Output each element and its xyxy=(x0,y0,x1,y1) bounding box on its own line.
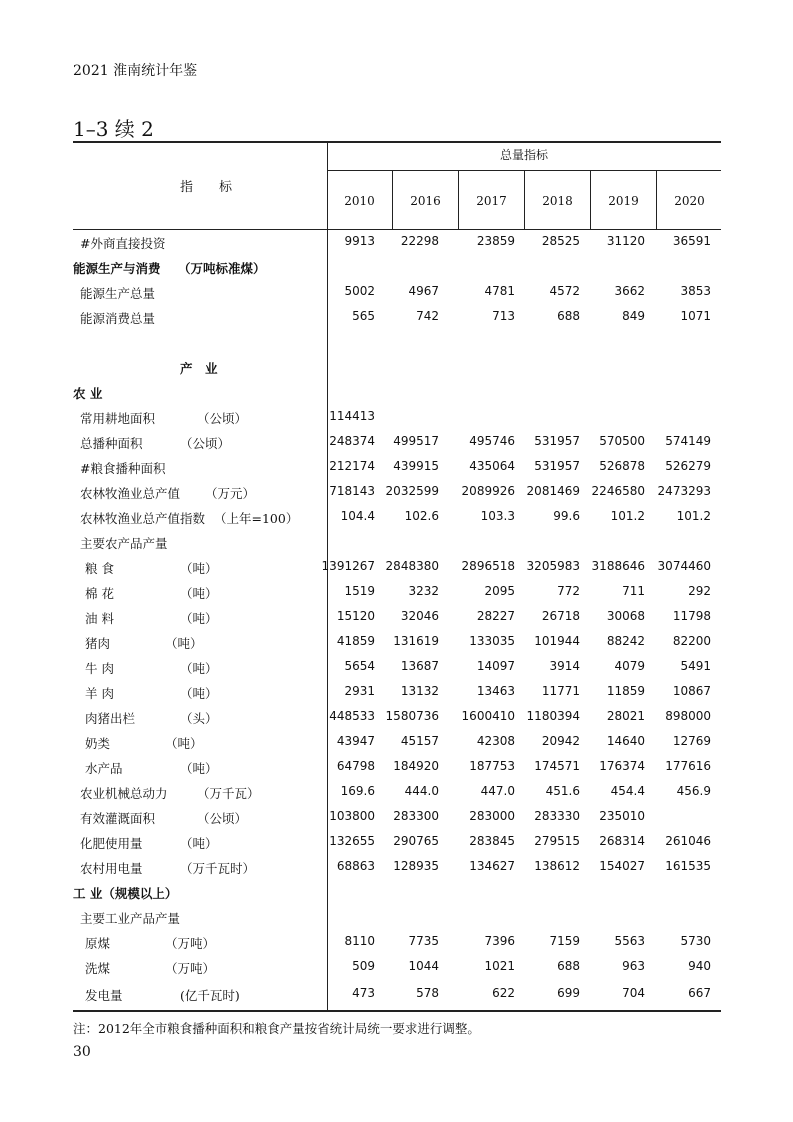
value-cell: 161535 xyxy=(665,859,711,873)
value-cell: 3914 xyxy=(549,659,580,673)
value-cell: 3188646 xyxy=(591,559,645,573)
value-cell: 3232 xyxy=(408,584,439,598)
value-cell: 3853 xyxy=(680,284,711,298)
row-unit: （万元） xyxy=(205,486,256,501)
value-cell: 713 xyxy=(492,309,515,323)
row-unit: （公顷） xyxy=(197,411,248,426)
value-cell: 101944 xyxy=(534,634,580,648)
table-row xyxy=(0,834,793,854)
value-cell: 187753 xyxy=(469,759,515,773)
value-cell: 849 xyxy=(622,309,645,323)
value-cell: 5002 xyxy=(344,284,375,298)
table-row xyxy=(0,884,793,904)
row-unit: （吨） xyxy=(165,736,203,751)
table-row xyxy=(0,809,793,829)
value-cell: 444.0 xyxy=(404,784,439,798)
value-cell: 1044 xyxy=(408,959,439,973)
value-cell: 212174 xyxy=(329,459,375,473)
value-cell: 15120 xyxy=(336,609,375,623)
value-cell: 1071 xyxy=(680,309,711,323)
table-row xyxy=(0,759,793,779)
indicator-header: 指 标 xyxy=(180,180,233,195)
table-row xyxy=(0,309,793,329)
row-label: 肉猪出栏 xyxy=(85,711,136,726)
value-cell: 3205983 xyxy=(526,559,580,573)
page-number: 30 xyxy=(73,1044,91,1060)
value-cell: 1180394 xyxy=(526,709,580,723)
value-cell: 114413 xyxy=(329,409,375,423)
value-cell: 2095 xyxy=(484,584,515,598)
value-cell: 1391267 xyxy=(321,559,375,573)
value-cell: 704 xyxy=(622,986,645,1000)
value-cell: 499517 xyxy=(393,434,439,448)
value-cell: 2896518 xyxy=(461,559,515,573)
value-cell: 292 xyxy=(688,584,711,598)
value-cell: 1519 xyxy=(344,584,375,598)
value-cell: 574149 xyxy=(665,434,711,448)
value-cell: 742 xyxy=(416,309,439,323)
value-cell: 283000 xyxy=(469,809,515,823)
table-row xyxy=(0,234,793,254)
value-cell: 4079 xyxy=(614,659,645,673)
value-cell: 134627 xyxy=(469,859,515,873)
value-cell: 451.6 xyxy=(545,784,580,798)
table-bottom-rule xyxy=(73,1010,721,1012)
row-unit: （吨） xyxy=(180,611,218,626)
value-cell: 174571 xyxy=(534,759,580,773)
value-cell: 11771 xyxy=(541,684,580,698)
row-unit: (亿千瓦时) xyxy=(180,988,240,1003)
value-cell: 13687 xyxy=(400,659,439,673)
value-cell: 1580736 xyxy=(385,709,439,723)
table-row xyxy=(0,284,793,304)
value-cell: 128935 xyxy=(393,859,439,873)
value-cell: 28227 xyxy=(476,609,515,623)
value-cell: 28525 xyxy=(541,234,580,248)
row-unit: （吨） xyxy=(180,586,218,601)
table-row xyxy=(0,986,793,1006)
row-label: 牛 肉 xyxy=(85,661,114,676)
value-cell: 495746 xyxy=(469,434,515,448)
value-cell: 138612 xyxy=(534,859,580,873)
year-header: 2016 xyxy=(410,194,441,208)
value-cell: 578 xyxy=(416,986,439,1000)
value-cell: 184920 xyxy=(393,759,439,773)
value-cell: 131619 xyxy=(393,634,439,648)
row-unit: （万吨标准煤） xyxy=(178,261,266,276)
value-cell: 11859 xyxy=(606,684,645,698)
value-cell: 2931 xyxy=(344,684,375,698)
table-row xyxy=(0,259,793,279)
footnote: 注：2012年全市粮食播种面积和粮食产量按省统计局统一要求进行调整。 xyxy=(73,1021,480,1036)
table-row xyxy=(0,459,793,479)
value-cell: 169.6 xyxy=(340,784,375,798)
table-top-rule xyxy=(73,141,721,143)
value-cell: 688 xyxy=(557,309,580,323)
value-cell: 154027 xyxy=(599,859,645,873)
value-cell: 940 xyxy=(688,959,711,973)
row-label: 油 料 xyxy=(85,611,114,626)
table-row xyxy=(0,384,793,404)
row-unit: （公顷） xyxy=(180,436,231,451)
value-cell: 88242 xyxy=(606,634,645,648)
value-cell: 2848380 xyxy=(385,559,439,573)
value-cell: 64798 xyxy=(336,759,375,773)
row-label: 产 业 xyxy=(180,361,218,376)
value-cell: 132655 xyxy=(329,834,375,848)
row-label: 奶类 xyxy=(85,736,111,751)
value-cell: 7159 xyxy=(549,934,580,948)
value-cell: 23859 xyxy=(476,234,515,248)
row-unit: （万千瓦） xyxy=(197,786,260,801)
row-label: 主要工业产品产量 xyxy=(80,911,181,926)
value-cell: 26718 xyxy=(541,609,580,623)
row-label: 猪肉 xyxy=(85,636,111,651)
row-label: 水产品 xyxy=(85,761,123,776)
table-row xyxy=(0,534,793,554)
year-header: 2018 xyxy=(542,194,573,208)
value-cell: 531957 xyxy=(534,434,580,448)
year-header: 2020 xyxy=(674,194,705,208)
value-cell: 4572 xyxy=(549,284,580,298)
row-label: 能源生产与消费 xyxy=(73,261,161,276)
year-header: 2019 xyxy=(608,194,639,208)
row-unit: （头） xyxy=(180,711,218,726)
value-cell: 268314 xyxy=(599,834,645,848)
table-row xyxy=(0,359,793,379)
row-unit: （公顷） xyxy=(197,811,248,826)
table-row xyxy=(0,659,793,679)
table-row xyxy=(0,559,793,579)
value-cell: 101.2 xyxy=(676,509,711,523)
value-cell: 5654 xyxy=(344,659,375,673)
value-cell: 2032599 xyxy=(385,484,439,498)
value-cell: 177616 xyxy=(665,759,711,773)
value-cell: 101.2 xyxy=(610,509,645,523)
value-cell: 7735 xyxy=(408,934,439,948)
value-cell: 5563 xyxy=(614,934,645,948)
value-cell: 8110 xyxy=(344,934,375,948)
row-label: 原煤 xyxy=(85,936,111,951)
value-cell: 526878 xyxy=(599,459,645,473)
value-cell: 526279 xyxy=(665,459,711,473)
running-head: 2021 淮南统计年鉴 xyxy=(73,63,198,79)
table-row xyxy=(0,934,793,954)
value-cell: 2473293 xyxy=(657,484,711,498)
value-cell: 104.4 xyxy=(340,509,375,523)
value-cell: 667 xyxy=(688,986,711,1000)
value-cell: 565 xyxy=(352,309,375,323)
value-cell: 99.6 xyxy=(553,509,580,523)
value-cell: 68863 xyxy=(336,859,375,873)
value-cell: 14640 xyxy=(606,734,645,748)
value-cell: 435064 xyxy=(469,459,515,473)
year-header: 2017 xyxy=(476,194,507,208)
value-cell: 31120 xyxy=(606,234,645,248)
value-cell: 531957 xyxy=(534,459,580,473)
value-cell: 898000 xyxy=(665,709,711,723)
value-cell: 14097 xyxy=(476,659,515,673)
row-label: 农 业 xyxy=(73,386,103,401)
value-cell: 11798 xyxy=(672,609,711,623)
value-cell: 622 xyxy=(492,986,515,1000)
row-unit: （吨） xyxy=(180,686,218,701)
value-cell: 699 xyxy=(557,986,580,1000)
row-label: 能源消费总量 xyxy=(80,311,156,326)
row-unit: （吨） xyxy=(165,636,203,651)
table-title: 1–3 续 2 xyxy=(73,117,154,141)
row-unit: （万吨） xyxy=(165,961,216,976)
value-cell: 439915 xyxy=(393,459,439,473)
value-cell: 283300 xyxy=(393,809,439,823)
row-label: 棉 花 xyxy=(85,586,114,601)
table-row xyxy=(0,409,793,429)
value-cell: 448533 xyxy=(329,709,375,723)
value-cell: 12769 xyxy=(672,734,711,748)
value-cell: 2081469 xyxy=(526,484,580,498)
table-row xyxy=(0,909,793,929)
row-label: 农林牧渔业总产值指数 xyxy=(80,511,206,526)
row-label: 羊 肉 xyxy=(85,686,114,701)
table-row xyxy=(0,434,793,454)
value-cell: 103800 xyxy=(329,809,375,823)
row-label: 农林牧渔业总产值 xyxy=(80,486,181,501)
value-cell: 41859 xyxy=(336,634,375,648)
value-cell: 32046 xyxy=(400,609,439,623)
table-row xyxy=(0,684,793,704)
table-row xyxy=(0,859,793,879)
value-cell: 43947 xyxy=(336,734,375,748)
value-cell: 711 xyxy=(622,584,645,598)
row-label: 化肥使用量 xyxy=(80,836,143,851)
value-cell: 509 xyxy=(352,959,375,973)
value-cell: 454.4 xyxy=(610,784,645,798)
value-cell: 9913 xyxy=(344,234,375,248)
value-cell: 283845 xyxy=(469,834,515,848)
row-label: 粮 食 xyxy=(85,561,114,576)
value-cell: 570500 xyxy=(599,434,645,448)
table-row xyxy=(0,709,793,729)
value-cell: 82200 xyxy=(672,634,711,648)
row-unit: （上年=100） xyxy=(214,511,299,526)
value-cell: 688 xyxy=(557,959,580,973)
value-cell: 283330 xyxy=(534,809,580,823)
year-header: 2010 xyxy=(344,194,375,208)
value-cell: 473 xyxy=(352,986,375,1000)
value-cell: 133035 xyxy=(469,634,515,648)
value-cell: 4967 xyxy=(408,284,439,298)
group-header: 总量指标 xyxy=(499,148,548,162)
value-cell: 235010 xyxy=(599,809,645,823)
row-label: 主要农产品产量 xyxy=(80,536,168,551)
value-cell: 261046 xyxy=(665,834,711,848)
row-label: 发电量 xyxy=(85,988,123,1003)
value-cell: 5491 xyxy=(680,659,711,673)
row-unit: （吨） xyxy=(180,561,218,576)
value-cell: 36591 xyxy=(672,234,711,248)
row-label: 常用耕地面积 xyxy=(80,411,156,426)
table-row xyxy=(0,509,793,529)
table-row xyxy=(0,959,793,979)
value-cell: 1600410 xyxy=(461,709,515,723)
row-label: #外商直接投资 xyxy=(80,236,166,251)
value-cell: 2089926 xyxy=(461,484,515,498)
row-label: 农业机械总动力 xyxy=(80,786,168,801)
header-bottom-rule xyxy=(73,229,721,230)
row-unit: （万吨） xyxy=(165,936,216,951)
value-cell: 718143 xyxy=(329,484,375,498)
value-cell: 4781 xyxy=(484,284,515,298)
row-label: 农村用电量 xyxy=(80,861,143,876)
value-cell: 103.3 xyxy=(480,509,515,523)
table-row xyxy=(0,609,793,629)
value-cell: 2246580 xyxy=(591,484,645,498)
table-row xyxy=(0,634,793,654)
value-cell: 13463 xyxy=(476,684,515,698)
value-cell: 28021 xyxy=(606,709,645,723)
value-cell: 456.9 xyxy=(676,784,711,798)
table-row xyxy=(0,484,793,504)
row-label: 有效灌溉面积 xyxy=(80,811,156,826)
value-cell: 22298 xyxy=(400,234,439,248)
value-cell: 290765 xyxy=(393,834,439,848)
row-unit: （万千瓦时） xyxy=(180,861,256,876)
value-cell: 176374 xyxy=(599,759,645,773)
value-cell: 1021 xyxy=(484,959,515,973)
row-label: 洗煤 xyxy=(85,961,111,976)
value-cell: 3074460 xyxy=(657,559,711,573)
value-cell: 7396 xyxy=(484,934,515,948)
value-cell: 42308 xyxy=(476,734,515,748)
table-row xyxy=(0,584,793,604)
value-cell: 3662 xyxy=(614,284,645,298)
value-cell: 963 xyxy=(622,959,645,973)
table-row xyxy=(0,784,793,804)
value-cell: 20942 xyxy=(541,734,580,748)
row-unit: （吨） xyxy=(180,836,218,851)
value-cell: 279515 xyxy=(534,834,580,848)
value-cell: 10867 xyxy=(672,684,711,698)
row-label: 工 业（规模以上） xyxy=(73,886,178,901)
table-row xyxy=(0,734,793,754)
row-unit: （吨） xyxy=(180,761,218,776)
row-unit: （吨） xyxy=(180,661,218,676)
row-label: #粮食播种面积 xyxy=(80,461,166,476)
value-cell: 772 xyxy=(557,584,580,598)
value-cell: 248374 xyxy=(329,434,375,448)
value-cell: 30068 xyxy=(606,609,645,623)
value-cell: 5730 xyxy=(680,934,711,948)
value-cell: 447.0 xyxy=(480,784,515,798)
value-cell: 13132 xyxy=(400,684,439,698)
row-label: 总播种面积 xyxy=(80,436,143,451)
value-cell: 45157 xyxy=(400,734,439,748)
row-label: 能源生产总量 xyxy=(80,286,156,301)
value-cell: 102.6 xyxy=(404,509,439,523)
